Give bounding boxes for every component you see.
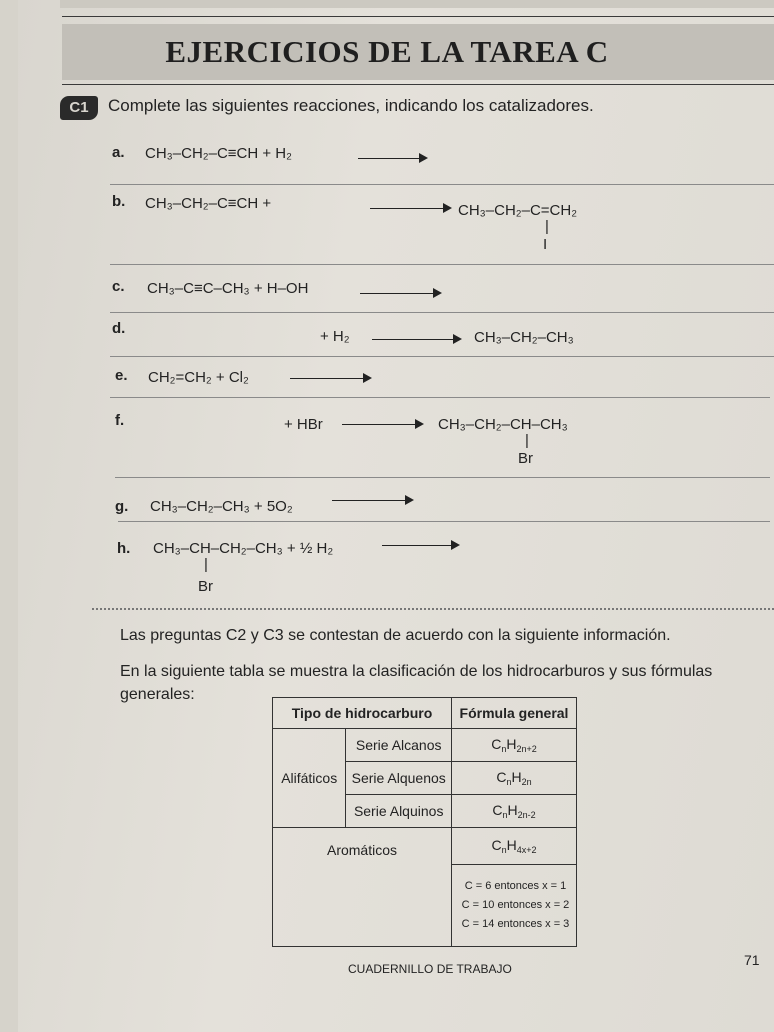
- item-f-reactants: + HBr: [284, 416, 323, 433]
- condition-2: C = 10 entonces x = 2: [461, 899, 570, 911]
- item-h-bond: |: [204, 556, 208, 573]
- header-type: Tipo de hidrocarburo: [273, 698, 452, 729]
- item-d-reactants: + H₂: [320, 328, 350, 345]
- item-a-reactants: CH₃–CH₂–C≡CH + H₂: [145, 145, 292, 162]
- item-b-label: b.: [112, 193, 126, 210]
- item-a-label: a.: [112, 144, 125, 161]
- series-alkenes: Serie Alquenos: [346, 762, 452, 795]
- item-c-label: c.: [112, 278, 125, 295]
- footer-text: CUADERNILLO DE TRABAJO: [348, 962, 512, 976]
- item-h-reactants: CH₃–CH–CH₂–CH₃ + ½ H₂: [153, 540, 334, 557]
- item-b-substituent: I: [543, 236, 548, 253]
- table-intro-line2: generales:: [120, 686, 195, 703]
- item-g-line: [118, 521, 770, 522]
- item-b-line: [110, 264, 774, 265]
- formula-alkynes: $C_nH_{2n-2}$: [452, 795, 577, 828]
- section-divider: [92, 608, 774, 610]
- condition-1: C = 6 entonces x = 1: [464, 880, 567, 892]
- series-alkanes: Serie Alcanos: [346, 729, 452, 762]
- condition-3: C = 14 entonces x = 3: [461, 918, 570, 930]
- title-rule: [62, 84, 774, 85]
- aliphatic-cell: Alifáticos: [273, 729, 346, 828]
- info-paragraph: Las preguntas C2 y C3 se contestan de acuerdo con la siguiente información.: [120, 627, 671, 644]
- formula-alkenes: $C_nH_{2n}$: [452, 762, 577, 795]
- item-c-line: [110, 312, 774, 313]
- item-b-arrow: [370, 208, 450, 209]
- page-number: 71: [744, 952, 760, 968]
- item-f-bond: |: [525, 432, 529, 449]
- page-title: EJERCICIOS DE LA TAREA C: [165, 34, 609, 69]
- aromatic-cell: Aromáticos: [273, 828, 452, 947]
- formula-alkanes: $C_nH_{2n+2}$: [452, 729, 577, 762]
- series-alkynes: Serie Alquinos: [346, 795, 452, 828]
- item-b-bond: |: [545, 218, 549, 235]
- question-badge: C1: [60, 96, 98, 120]
- item-h-label: h.: [117, 540, 131, 557]
- item-f-product: CH₃–CH₂–CH–CH₃: [438, 416, 568, 433]
- item-h-arrow: [382, 545, 458, 546]
- item-f-label: f.: [115, 412, 125, 429]
- item-e-arrow: [290, 378, 370, 379]
- item-d-line: [110, 356, 774, 357]
- item-f-line: [115, 477, 770, 478]
- item-g-reactants: CH₃–CH₂–CH₃ + 5O₂: [150, 498, 293, 515]
- item-g-arrow: [332, 500, 412, 501]
- item-d-label: d.: [112, 320, 126, 337]
- top-rule: [62, 16, 774, 17]
- item-f-arrow: [342, 424, 422, 425]
- item-g-label: g.: [115, 498, 129, 515]
- question-instruction: Complete las siguientes reacciones, indicando los catalizadores.: [108, 96, 594, 115]
- top-band: [60, 0, 774, 8]
- formula-aromatic: $C_nH_{4x+2}$: [452, 828, 577, 865]
- table-intro-line1: En la siguiente tabla se muestra la clasificación de los hidrocarburos y sus fórmulas: [120, 663, 713, 680]
- item-b-product: CH₃–CH₂–C=CH₂: [458, 202, 578, 219]
- item-b-reactants: CH₃–CH₂–C≡CH +: [145, 195, 272, 212]
- item-e-reactants: CH₂=CH₂ + Cl₂: [148, 369, 249, 386]
- item-f-substituent: Br: [518, 450, 533, 467]
- item-c-arrow: [360, 293, 440, 294]
- item-a-arrow: [358, 158, 426, 159]
- item-a-line: [110, 184, 774, 185]
- item-d-product: CH₃–CH₂–CH₃: [474, 329, 574, 346]
- hydrocarbon-table: [272, 697, 577, 947]
- item-d-arrow: [372, 339, 460, 340]
- item-e-label: e.: [115, 367, 128, 384]
- aromatic-conditions: [452, 865, 577, 947]
- header-formula: Fórmula general: [452, 698, 577, 729]
- item-h-substituent: Br: [198, 578, 213, 595]
- item-c-reactants: CH₃–C≡C–CH₃ + H–OH: [147, 280, 309, 297]
- item-e-line: [110, 397, 770, 398]
